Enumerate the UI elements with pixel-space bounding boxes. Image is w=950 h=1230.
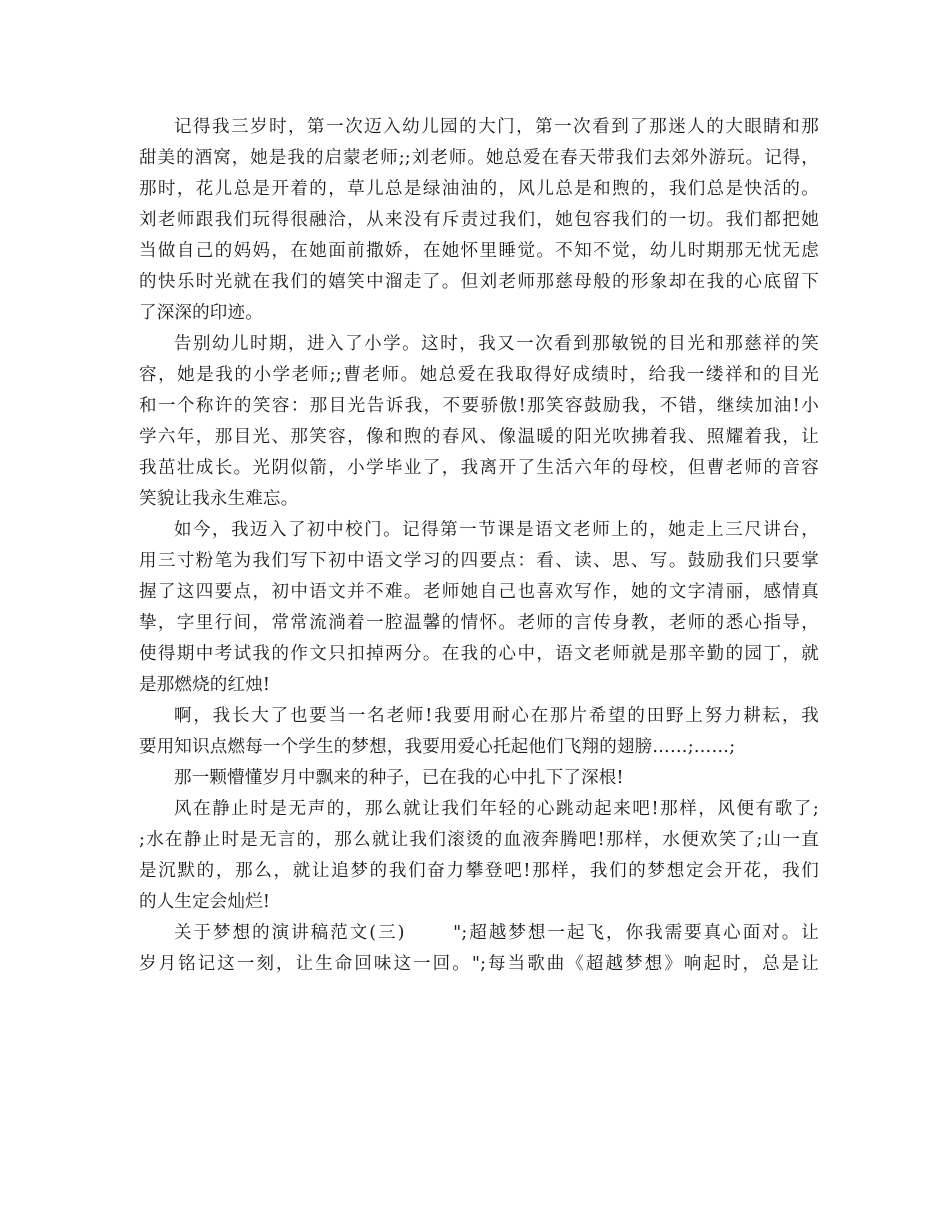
text-line: 风在静止时是无声的，那么就让我们年轻的心跳动起来吧!那样，风便有歌了; bbox=[174, 799, 819, 819]
text-line: 了深深的印迹。 bbox=[139, 303, 263, 323]
text-line: 和一个称许的笑容：那目光告诉我，不要骄傲!那笑容鼓励我，不错，继续加油!小 bbox=[139, 396, 819, 416]
text-line: 是那燃烧的红烛! bbox=[139, 675, 271, 695]
text-line: ;水在静止时是无言的，那么就让我们滚烫的血液奔腾吧!那样，水便欢笑了;山一直 bbox=[139, 830, 819, 850]
text-line: 岁月铭记这一刻，让生命回味这一回。";每当歌曲《超越梦想》响起时，总是让 bbox=[139, 954, 819, 974]
text-line: 容，她是我的小学老师;;曹老师。她总爱在我取得好成绩时，给我一缕祥和的目光 bbox=[139, 365, 819, 385]
paragraph-1 bbox=[139, 112, 819, 329]
text-line: 是沉默的，那么，就让追梦的我们奋力攀登吧!那样，我们的梦想定会开花，我们 bbox=[139, 861, 819, 881]
text-line: 啊，我长大了也要当一名老师!我要用耐心在那片希望的田野上努力耕耘，我 bbox=[174, 706, 819, 726]
text-line: 记得我三岁时，第一次迈入幼儿园的大门，第一次看到了那迷人的大眼睛和那 bbox=[174, 117, 819, 137]
text-line: 学六年，那目光、那笑容，像和煦的春风、像温暖的阳光吹拂着我、照耀着我，让 bbox=[139, 427, 819, 447]
paragraph-5 bbox=[139, 763, 819, 794]
text-line: 告别幼儿时期，进入了小学。这时，我又一次看到那敏锐的目光和那慈祥的笑 bbox=[174, 334, 819, 354]
paragraph-6 bbox=[139, 794, 819, 918]
text-line: 那时，花儿总是开着的，草儿总是绿油油的，风儿总是和煦的，我们总是快活的。 bbox=[139, 179, 819, 199]
text-line: 当做自己的妈妈，在她面前撒娇，在她怀里睡觉。不知不觉，幼儿时期那无忧无虑 bbox=[139, 241, 819, 261]
text-line: 刘老师跟我们玩得很融洽，从来没有斥责过我们，她包容我们的一切。我们都把她 bbox=[139, 210, 819, 230]
text-line: 握了这四要点，初中语文并不难。老师她自己也喜欢写作，她的文字清丽，感情真 bbox=[139, 582, 819, 602]
paragraph-4 bbox=[139, 701, 819, 763]
text-line: 甜美的酒窝，她是我的启蒙老师;;刘老师。她总爱在春天带我们去郊外游玩。记得， bbox=[139, 148, 819, 168]
text-line: 挚，字里行间，常常流淌着一腔温馨的情怀。老师的言传身教，老师的悉心指导， bbox=[139, 613, 819, 633]
text-line: 的人生定会灿烂! bbox=[139, 892, 271, 912]
text-line: 笑貌让我永生难忘。 bbox=[139, 489, 299, 509]
document-page bbox=[139, 112, 819, 980]
text-line: 那一颗懵懂岁月中飘来的种子，已在我的心中扎下了深根! bbox=[174, 768, 624, 788]
text-line: 的快乐时光就在我们的嬉笑中溜走了。但刘老师那慈母般的形象却在我的心底留下 bbox=[139, 272, 819, 292]
text-line: 如今，我迈入了初中校门。记得第一节课是语文老师上的，她走上三尺讲台， bbox=[174, 520, 819, 540]
paragraph-2 bbox=[139, 329, 819, 515]
paragraph-7 bbox=[139, 918, 819, 980]
text-line: 用三寸粉笔为我们写下初中语文学习的四要点：看、读、思、写。鼓励我们只要掌 bbox=[139, 551, 819, 571]
text-line: 我茁壮成长。光阴似箭，小学毕业了，我离开了生活六年的母校，但曹老师的音容 bbox=[139, 458, 819, 478]
text-line: 关于梦想的演讲稿范文(三) ";超越梦想一起飞，你我需要真心面对。让 bbox=[174, 923, 819, 943]
paragraph-3 bbox=[139, 515, 819, 701]
text-line: 要用知识点燃每一个学生的梦想，我要用爱心托起他们飞翔的翅膀……;……; bbox=[139, 737, 736, 757]
text-line: 使得期中考试我的作文只扣掉两分。在我的心中，语文老师就是那辛勤的园丁，就 bbox=[139, 644, 819, 664]
